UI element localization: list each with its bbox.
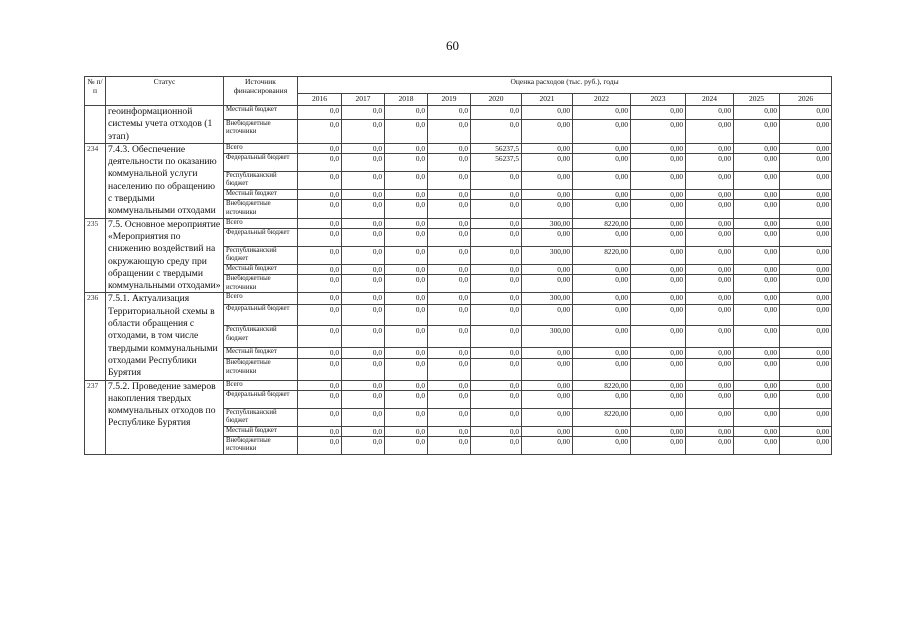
expenditure-table bbox=[84, 76, 832, 455]
value-cell: 0,00 bbox=[734, 119, 780, 143]
value-cell: 0,00 bbox=[686, 218, 734, 228]
value-cell: 0,0 bbox=[298, 119, 342, 143]
value-cell: 0,00 bbox=[522, 200, 573, 218]
value-cell: 0,00 bbox=[734, 408, 780, 426]
value-cell: 0,0 bbox=[298, 153, 342, 171]
value-cell: 0,0 bbox=[342, 190, 385, 200]
value-cell: 0,0 bbox=[428, 200, 471, 218]
table-row bbox=[85, 143, 832, 153]
value-cell: 0,00 bbox=[573, 347, 631, 359]
value-cell: 0,00 bbox=[734, 190, 780, 200]
value-cell: 0,00 bbox=[734, 326, 780, 347]
value-cell: 0,0 bbox=[342, 305, 385, 326]
value-cell: 0,00 bbox=[573, 359, 631, 380]
value-cell: 0,0 bbox=[385, 200, 428, 218]
value-cell: 0,0 bbox=[298, 190, 342, 200]
value-cell: 0,00 bbox=[522, 106, 573, 120]
value-cell: 0,0 bbox=[298, 228, 342, 246]
value-cell: 0,00 bbox=[522, 228, 573, 246]
value-cell: 0,00 bbox=[522, 305, 573, 326]
value-cell: 0,00 bbox=[686, 293, 734, 305]
value-cell: 0,0 bbox=[342, 218, 385, 228]
value-cell: 0,0 bbox=[428, 246, 471, 264]
value-cell: 0,00 bbox=[734, 359, 780, 380]
value-cell: 0,0 bbox=[298, 326, 342, 347]
value-cell: 0,00 bbox=[780, 143, 832, 153]
value-cell: 0,0 bbox=[471, 293, 522, 305]
value-cell: 0,0 bbox=[298, 390, 342, 408]
value-cell: 0,0 bbox=[385, 106, 428, 120]
value-cell: 0,00 bbox=[734, 246, 780, 264]
funding-source: Внебюджетные источники bbox=[224, 436, 298, 454]
funding-source: Внебюджетные источники bbox=[224, 119, 298, 143]
value-cell: 0,00 bbox=[631, 119, 686, 143]
value-cell: 0,00 bbox=[780, 380, 832, 390]
value-cell: 0,00 bbox=[686, 265, 734, 275]
value-cell: 0,0 bbox=[385, 326, 428, 347]
value-cell: 0,00 bbox=[631, 426, 686, 436]
value-cell: 0,00 bbox=[631, 436, 686, 454]
value-cell: 0,00 bbox=[686, 436, 734, 454]
value-cell: 0,0 bbox=[471, 390, 522, 408]
value-cell: 0,0 bbox=[342, 293, 385, 305]
header-year: 2024 bbox=[686, 94, 734, 106]
status-cell: 7.4.3. Обеспечение деятельности по оказанию коммунальной услуги населению по обращению с твердыми коммунальными отходами bbox=[106, 143, 224, 218]
value-cell: 0,00 bbox=[631, 172, 686, 190]
status-cell: 7.5.2. Проведение замеров накопления твердых коммунальных отходов по Республике Бурятия bbox=[106, 380, 224, 454]
value-cell: 0,00 bbox=[686, 305, 734, 326]
value-cell: 0,0 bbox=[342, 390, 385, 408]
value-cell: 0,0 bbox=[385, 172, 428, 190]
value-cell: 0,0 bbox=[298, 106, 342, 120]
value-cell: 0,00 bbox=[686, 326, 734, 347]
value-cell: 0,0 bbox=[385, 143, 428, 153]
funding-source: Федеральный бюджет bbox=[224, 228, 298, 246]
value-cell: 0,00 bbox=[780, 408, 832, 426]
value-cell: 0,00 bbox=[686, 228, 734, 246]
value-cell: 0,0 bbox=[298, 143, 342, 153]
value-cell: 0,00 bbox=[780, 218, 832, 228]
value-cell: 0,0 bbox=[428, 228, 471, 246]
value-cell: 0,0 bbox=[385, 246, 428, 264]
value-cell: 0,0 bbox=[471, 172, 522, 190]
value-cell: 0,00 bbox=[734, 275, 780, 293]
funding-source: Республиканский бюджет bbox=[224, 172, 298, 190]
header-year: 2026 bbox=[780, 94, 832, 106]
value-cell: 0,0 bbox=[342, 200, 385, 218]
value-cell: 0,00 bbox=[631, 265, 686, 275]
value-cell: 0,0 bbox=[342, 143, 385, 153]
row-number: 237 bbox=[85, 380, 106, 454]
value-cell: 0,00 bbox=[522, 190, 573, 200]
value-cell: 0,0 bbox=[428, 275, 471, 293]
value-cell: 0,0 bbox=[471, 436, 522, 454]
value-cell: 0,00 bbox=[522, 275, 573, 293]
header-year: 2023 bbox=[631, 94, 686, 106]
value-cell: 0,0 bbox=[342, 275, 385, 293]
value-cell: 0,00 bbox=[573, 119, 631, 143]
funding-source: Всего bbox=[224, 143, 298, 153]
funding-source: Всего bbox=[224, 218, 298, 228]
value-cell: 0,0 bbox=[385, 265, 428, 275]
value-cell: 300,00 bbox=[522, 293, 573, 305]
value-cell: 0,00 bbox=[686, 106, 734, 120]
table-row bbox=[85, 106, 832, 120]
value-cell: 0,00 bbox=[522, 119, 573, 143]
value-cell: 0,00 bbox=[734, 305, 780, 326]
value-cell: 0,0 bbox=[428, 359, 471, 380]
value-cell: 0,0 bbox=[471, 408, 522, 426]
value-cell: 0,0 bbox=[342, 265, 385, 275]
value-cell: 0,00 bbox=[631, 153, 686, 171]
value-cell: 0,00 bbox=[631, 218, 686, 228]
value-cell: 0,00 bbox=[631, 228, 686, 246]
value-cell: 0,0 bbox=[471, 359, 522, 380]
value-cell: 0,00 bbox=[573, 436, 631, 454]
value-cell: 300,00 bbox=[522, 218, 573, 228]
value-cell: 0,00 bbox=[522, 426, 573, 436]
value-cell: 0,0 bbox=[471, 347, 522, 359]
value-cell: 0,0 bbox=[298, 436, 342, 454]
value-cell: 0,0 bbox=[298, 265, 342, 275]
value-cell: 0,00 bbox=[522, 347, 573, 359]
value-cell: 0,0 bbox=[385, 359, 428, 380]
value-cell: 0,00 bbox=[522, 436, 573, 454]
value-cell: 0,00 bbox=[631, 275, 686, 293]
funding-source: Местный бюджет bbox=[224, 265, 298, 275]
value-cell: 0,00 bbox=[686, 246, 734, 264]
value-cell: 0,0 bbox=[471, 246, 522, 264]
value-cell: 0,00 bbox=[686, 426, 734, 436]
value-cell: 0,0 bbox=[385, 218, 428, 228]
value-cell: 0,00 bbox=[631, 190, 686, 200]
funding-source: Федеральный бюджет bbox=[224, 305, 298, 326]
row-number bbox=[85, 106, 106, 144]
value-cell: 8220,00 bbox=[573, 408, 631, 426]
value-cell: 0,00 bbox=[631, 390, 686, 408]
page-number: 60 bbox=[446, 38, 459, 53]
value-cell: 0,00 bbox=[734, 293, 780, 305]
value-cell: 0,00 bbox=[734, 347, 780, 359]
value-cell: 0,0 bbox=[385, 305, 428, 326]
value-cell: 0,00 bbox=[631, 408, 686, 426]
value-cell: 0,00 bbox=[734, 106, 780, 120]
value-cell: 0,00 bbox=[631, 380, 686, 390]
value-cell: 0,00 bbox=[780, 326, 832, 347]
value-cell: 0,00 bbox=[522, 172, 573, 190]
value-cell: 0,00 bbox=[573, 153, 631, 171]
value-cell: 0,0 bbox=[385, 426, 428, 436]
value-cell: 0,0 bbox=[342, 119, 385, 143]
value-cell: 0,0 bbox=[298, 380, 342, 390]
table-row bbox=[85, 218, 832, 228]
value-cell: 0,0 bbox=[298, 408, 342, 426]
value-cell: 0,00 bbox=[573, 390, 631, 408]
value-cell: 0,0 bbox=[428, 143, 471, 153]
funding-source: Всего bbox=[224, 380, 298, 390]
value-cell: 0,0 bbox=[428, 218, 471, 228]
value-cell: 0,00 bbox=[631, 326, 686, 347]
funding-source: Республиканский бюджет bbox=[224, 326, 298, 347]
value-cell: 0,0 bbox=[342, 436, 385, 454]
value-cell: 300,00 bbox=[522, 326, 573, 347]
value-cell: 0,0 bbox=[428, 190, 471, 200]
value-cell: 0,00 bbox=[686, 143, 734, 153]
value-cell: 0,00 bbox=[780, 190, 832, 200]
funding-source: Федеральный бюджет bbox=[224, 390, 298, 408]
value-cell: 0,0 bbox=[385, 228, 428, 246]
value-cell: 0,00 bbox=[780, 305, 832, 326]
value-cell: 0,00 bbox=[686, 172, 734, 190]
value-cell: 0,00 bbox=[686, 275, 734, 293]
value-cell: 0,0 bbox=[471, 106, 522, 120]
value-cell: 0,00 bbox=[734, 153, 780, 171]
value-cell: 0,00 bbox=[522, 265, 573, 275]
value-cell: 0,00 bbox=[573, 143, 631, 153]
row-number: 234 bbox=[85, 143, 106, 218]
table-row bbox=[85, 380, 832, 390]
value-cell: 0,00 bbox=[780, 275, 832, 293]
value-cell: 0,0 bbox=[471, 326, 522, 347]
value-cell: 0,00 bbox=[686, 153, 734, 171]
value-cell: 0,0 bbox=[471, 228, 522, 246]
value-cell: 0,0 bbox=[342, 106, 385, 120]
table-row bbox=[85, 293, 832, 305]
header-year: 2016 bbox=[298, 94, 342, 106]
value-cell: 0,0 bbox=[298, 426, 342, 436]
value-cell: 0,0 bbox=[471, 200, 522, 218]
value-cell: 0,0 bbox=[471, 275, 522, 293]
value-cell: 0,00 bbox=[780, 293, 832, 305]
value-cell: 0,0 bbox=[298, 305, 342, 326]
value-cell: 0,0 bbox=[298, 200, 342, 218]
value-cell: 0,0 bbox=[471, 190, 522, 200]
value-cell: 0,00 bbox=[631, 359, 686, 380]
value-cell: 8220,00 bbox=[573, 246, 631, 264]
value-cell: 0,0 bbox=[298, 172, 342, 190]
value-cell: 0,0 bbox=[385, 390, 428, 408]
value-cell: 0,0 bbox=[342, 326, 385, 347]
value-cell: 0,00 bbox=[522, 359, 573, 380]
value-cell: 0,00 bbox=[780, 359, 832, 380]
value-cell: 0,00 bbox=[522, 408, 573, 426]
row-number: 236 bbox=[85, 293, 106, 380]
value-cell: 0,0 bbox=[298, 359, 342, 380]
value-cell: 0,0 bbox=[385, 347, 428, 359]
value-cell: 0,0 bbox=[342, 246, 385, 264]
value-cell: 0,0 bbox=[342, 172, 385, 190]
header-year: 2021 bbox=[522, 94, 573, 106]
value-cell: 0,0 bbox=[342, 359, 385, 380]
value-cell: 0,0 bbox=[385, 153, 428, 171]
value-cell: 0,00 bbox=[780, 106, 832, 120]
value-cell: 0,00 bbox=[734, 200, 780, 218]
value-cell: 0,00 bbox=[631, 305, 686, 326]
value-cell: 0,0 bbox=[428, 347, 471, 359]
value-cell: 0,0 bbox=[385, 408, 428, 426]
value-cell: 0,0 bbox=[428, 426, 471, 436]
value-cell: 0,0 bbox=[471, 426, 522, 436]
value-cell: 0,00 bbox=[734, 143, 780, 153]
value-cell: 0,0 bbox=[385, 293, 428, 305]
value-cell: 56237,5 bbox=[471, 153, 522, 171]
funding-source: Местный бюджет bbox=[224, 347, 298, 359]
value-cell: 0,0 bbox=[428, 293, 471, 305]
value-cell: 0,00 bbox=[573, 106, 631, 120]
funding-source: Внебюджетные источники bbox=[224, 275, 298, 293]
value-cell: 0,0 bbox=[298, 218, 342, 228]
header-source: Источник финансирования bbox=[224, 77, 298, 106]
header-estimate: Оценка расходов (тыс. руб.), годы bbox=[298, 77, 832, 94]
value-cell: 0,00 bbox=[573, 190, 631, 200]
row-number: 235 bbox=[85, 218, 106, 293]
value-cell: 0,00 bbox=[734, 426, 780, 436]
value-cell: 0,0 bbox=[428, 326, 471, 347]
value-cell: 0,0 bbox=[471, 218, 522, 228]
value-cell: 0,00 bbox=[573, 293, 631, 305]
value-cell: 0,00 bbox=[573, 228, 631, 246]
value-cell: 0,0 bbox=[342, 408, 385, 426]
header-num: № п/п bbox=[85, 77, 106, 106]
funding-source: Местный бюджет bbox=[224, 426, 298, 436]
header-year: 2025 bbox=[734, 94, 780, 106]
funding-source: Федеральный бюджет bbox=[224, 153, 298, 171]
value-cell: 0,00 bbox=[780, 246, 832, 264]
value-cell: 0,00 bbox=[522, 390, 573, 408]
value-cell: 0,00 bbox=[734, 390, 780, 408]
value-cell: 0,0 bbox=[342, 380, 385, 390]
value-cell: 0,00 bbox=[780, 119, 832, 143]
value-cell: 0,00 bbox=[780, 172, 832, 190]
value-cell: 0,0 bbox=[471, 265, 522, 275]
value-cell: 0,00 bbox=[522, 380, 573, 390]
value-cell: 0,00 bbox=[631, 246, 686, 264]
value-cell: 0,0 bbox=[385, 190, 428, 200]
value-cell: 8220,00 bbox=[573, 218, 631, 228]
value-cell: 0,0 bbox=[428, 172, 471, 190]
value-cell: 0,0 bbox=[428, 380, 471, 390]
value-cell: 0,00 bbox=[686, 347, 734, 359]
header-year: 2020 bbox=[471, 94, 522, 106]
value-cell: 0,0 bbox=[471, 380, 522, 390]
value-cell: 0,0 bbox=[428, 265, 471, 275]
value-cell: 0,0 bbox=[428, 153, 471, 171]
value-cell: 0,00 bbox=[631, 347, 686, 359]
value-cell: 0,00 bbox=[780, 153, 832, 171]
value-cell: 0,00 bbox=[686, 200, 734, 218]
header-year: 2022 bbox=[573, 94, 631, 106]
value-cell: 0,0 bbox=[342, 153, 385, 171]
value-cell: 0,0 bbox=[298, 275, 342, 293]
header-year: 2018 bbox=[385, 94, 428, 106]
value-cell: 0,00 bbox=[686, 380, 734, 390]
value-cell: 0,0 bbox=[385, 275, 428, 293]
value-cell: 0,00 bbox=[686, 190, 734, 200]
funding-source: Местный бюджет bbox=[224, 190, 298, 200]
value-cell: 0,00 bbox=[734, 228, 780, 246]
value-cell: 0,00 bbox=[780, 200, 832, 218]
value-cell: 0,00 bbox=[522, 143, 573, 153]
value-cell: 0,0 bbox=[385, 119, 428, 143]
value-cell: 0,00 bbox=[573, 326, 631, 347]
status-cell: 7.5. Основное мероприятие «Мероприятия по снижению воздействий на окружающую среду при обращении с твердыми коммунальными отходами» bbox=[106, 218, 224, 293]
value-cell: 0,00 bbox=[686, 359, 734, 380]
value-cell: 0,00 bbox=[631, 293, 686, 305]
value-cell: 0,0 bbox=[428, 390, 471, 408]
value-cell: 0,00 bbox=[573, 305, 631, 326]
funding-source: Всего bbox=[224, 293, 298, 305]
value-cell: 0,0 bbox=[471, 305, 522, 326]
value-cell: 0,00 bbox=[573, 275, 631, 293]
value-cell: 0,0 bbox=[428, 305, 471, 326]
value-cell: 0,00 bbox=[734, 265, 780, 275]
value-cell: 0,0 bbox=[428, 436, 471, 454]
funding-source: Внебюджетные источники bbox=[224, 200, 298, 218]
value-cell: 0,00 bbox=[631, 106, 686, 120]
value-cell: 0,00 bbox=[573, 426, 631, 436]
funding-source: Внебюджетные источники bbox=[224, 359, 298, 380]
value-cell: 0,0 bbox=[428, 119, 471, 143]
value-cell: 0,00 bbox=[631, 200, 686, 218]
funding-source: Республиканский бюджет bbox=[224, 246, 298, 264]
value-cell: 0,00 bbox=[734, 436, 780, 454]
value-cell: 0,0 bbox=[342, 347, 385, 359]
value-cell: 0,00 bbox=[734, 218, 780, 228]
value-cell: 0,0 bbox=[342, 228, 385, 246]
value-cell: 0,00 bbox=[734, 380, 780, 390]
value-cell: 0,00 bbox=[780, 426, 832, 436]
value-cell: 0,00 bbox=[686, 408, 734, 426]
value-cell: 0,00 bbox=[522, 153, 573, 171]
header-year: 2019 bbox=[428, 94, 471, 106]
value-cell: 0,00 bbox=[686, 119, 734, 143]
value-cell: 0,00 bbox=[573, 265, 631, 275]
status-cell: геоинформационной системы учета отходов (1 этап) bbox=[106, 106, 224, 144]
value-cell: 0,00 bbox=[573, 200, 631, 218]
value-cell: 0,0 bbox=[298, 347, 342, 359]
value-cell: 0,00 bbox=[780, 390, 832, 408]
value-cell: 0,00 bbox=[686, 390, 734, 408]
value-cell: 0,00 bbox=[780, 265, 832, 275]
header-status: Статус bbox=[106, 77, 224, 106]
value-cell: 0,00 bbox=[780, 436, 832, 454]
value-cell: 0,00 bbox=[734, 172, 780, 190]
value-cell: 300,00 bbox=[522, 246, 573, 264]
header-year: 2017 bbox=[342, 94, 385, 106]
funding-source: Местный бюджет bbox=[224, 106, 298, 120]
value-cell: 0,00 bbox=[780, 228, 832, 246]
value-cell: 0,00 bbox=[573, 172, 631, 190]
value-cell: 0,00 bbox=[780, 347, 832, 359]
value-cell: 0,0 bbox=[298, 293, 342, 305]
value-cell: 0,0 bbox=[385, 436, 428, 454]
value-cell: 0,0 bbox=[385, 380, 428, 390]
value-cell: 0,0 bbox=[471, 119, 522, 143]
value-cell: 8220,00 bbox=[573, 380, 631, 390]
value-cell: 0,0 bbox=[428, 408, 471, 426]
funding-source: Республиканский бюджет bbox=[224, 408, 298, 426]
value-cell: 0,0 bbox=[298, 246, 342, 264]
status-cell: 7.5.1. Актуализация Территориальной схемы в области обращения с отходами, в том числе твердыми коммунальными отходами Республики Бурятия bbox=[106, 293, 224, 380]
value-cell: 0,00 bbox=[631, 143, 686, 153]
value-cell: 0,0 bbox=[342, 426, 385, 436]
value-cell: 0,0 bbox=[428, 106, 471, 120]
value-cell: 56237,5 bbox=[471, 143, 522, 153]
